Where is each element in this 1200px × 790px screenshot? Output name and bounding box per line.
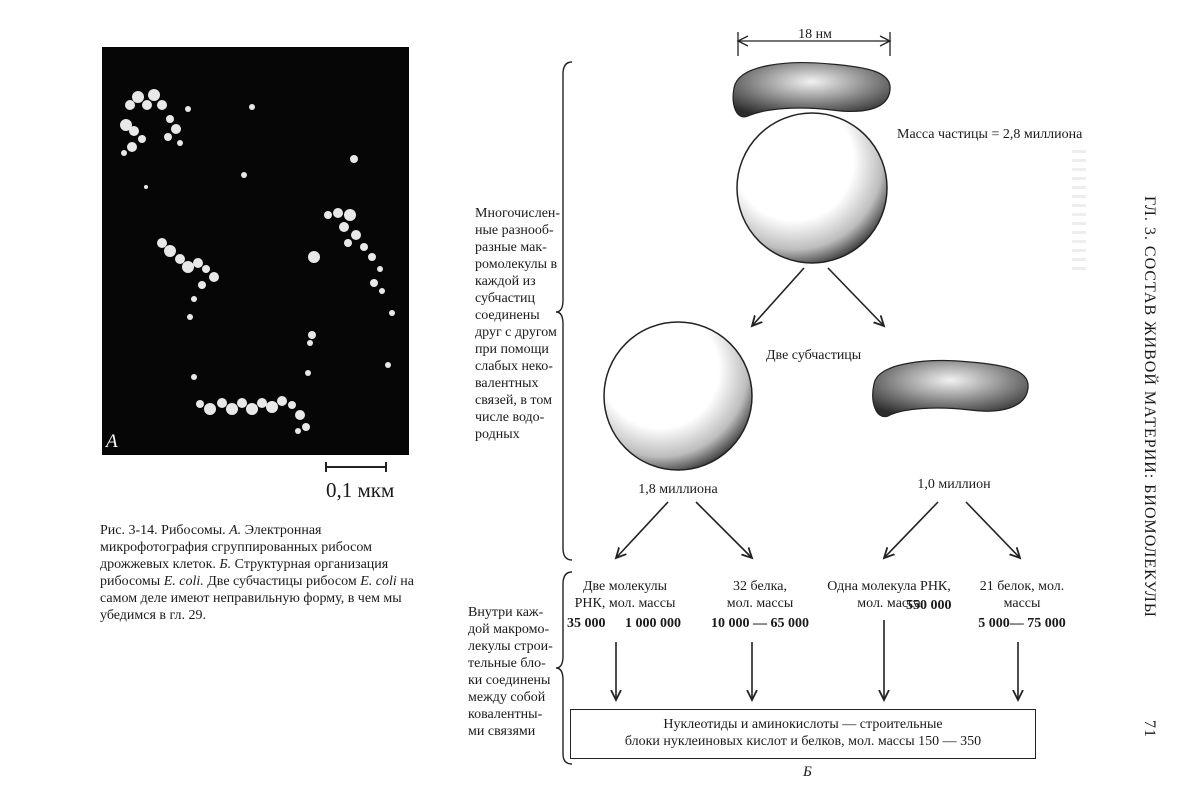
component-rna-small-value-a: 35 000 xyxy=(567,616,606,631)
caption-b-text: Структурная организация рибосомы xyxy=(100,557,389,589)
caption-a-mark: А. xyxy=(229,523,242,538)
panel-a-label: А xyxy=(106,431,118,452)
dimension-label: 18 нм xyxy=(798,27,832,42)
large-subunit-in-ribosome xyxy=(733,63,890,117)
small-subunit xyxy=(604,322,752,470)
building-blocks-box xyxy=(570,709,1036,759)
chapter-title: ГЛ. 3. СОСТАВ ЖИВОЙ МАТЕРИИ: БИОМОЛЕКУЛЫ xyxy=(1141,196,1158,618)
arrow-to-large-subunit xyxy=(828,268,884,326)
two-subunits-label: Две субчастицы xyxy=(766,348,862,363)
component-rna-small-label: Две молекулы РНК, мол. массы xyxy=(574,579,676,611)
large-subunit-mass: 1,0 миллион xyxy=(917,477,991,492)
caption-text-3: на самом деле имеют неправильную форму, в чем мы убедимся в гл. 29. xyxy=(100,574,414,623)
caption-text-2: Две субчастицы рибосом xyxy=(207,574,357,589)
scale-label: 0,1 мкм xyxy=(326,478,395,502)
arrow-to-proteins-large xyxy=(966,502,1020,558)
caption-title: Рибосомы. xyxy=(161,523,226,538)
particle-mass-label: Масса частицы = 2,8 миллиона xyxy=(897,127,1083,142)
arrow-to-rna-large xyxy=(884,502,938,558)
caption-number: Рис. 3-14. xyxy=(100,523,158,538)
arrow-to-proteins-small xyxy=(696,502,752,558)
component-rna-small-value-b: 1 000 000 xyxy=(625,616,681,631)
component-proteins-large-value: 5 000— 75 000 xyxy=(978,616,1066,631)
small-subunit-in-ribosome xyxy=(737,113,887,263)
panel-b-label: Б xyxy=(803,764,812,780)
brace-bottom-text: Внутри каж- дой макромо- лекулы строи- тельные бло- ки соединены между собой ковалентны- ми связями xyxy=(468,605,553,739)
caption-ecoli-1: E. coli. xyxy=(163,574,204,589)
show-through-marks xyxy=(1072,150,1086,270)
component-proteins-small-value: 10 000 — 65 000 xyxy=(711,616,809,631)
small-subunit-mass: 1,8 миллиона xyxy=(638,482,718,497)
building-blocks-text: Нуклеотиды и аминокислоты — строительные блоки нуклеиновых кислот и белков, мол. массы 150 — 350 xyxy=(624,717,982,749)
arrow-to-small-subunit xyxy=(752,268,804,326)
component-rna-large-label: Одна молекула РНК, мол. масса xyxy=(827,579,951,611)
large-subunit xyxy=(873,361,1028,417)
whole-ribosome xyxy=(733,63,890,263)
brace-top-text: Многочислен- ные разнооб- разные мак- ромолекулы в каждой из субчастиц соединены друг с другом при помощи слабых неко- валентных связей, в том числе водо- родных xyxy=(475,206,561,442)
caption-b-mark: Б. xyxy=(219,557,232,572)
component-proteins-small-label: 32 белка, мол. массы xyxy=(726,579,794,611)
arrow-to-rna-small xyxy=(616,502,668,558)
caption-ecoli-2: E. coli xyxy=(360,574,397,589)
component-proteins-large-label: 21 белок, мол. массы xyxy=(979,579,1065,611)
page-number: 71 xyxy=(1141,720,1158,738)
caption-a-text: Электронная микрофотография сгруппированных рибосом дрожжевых клеток. xyxy=(100,523,372,572)
running-header xyxy=(1140,120,1162,740)
component-rna-large-value: 550 000 xyxy=(906,598,952,613)
